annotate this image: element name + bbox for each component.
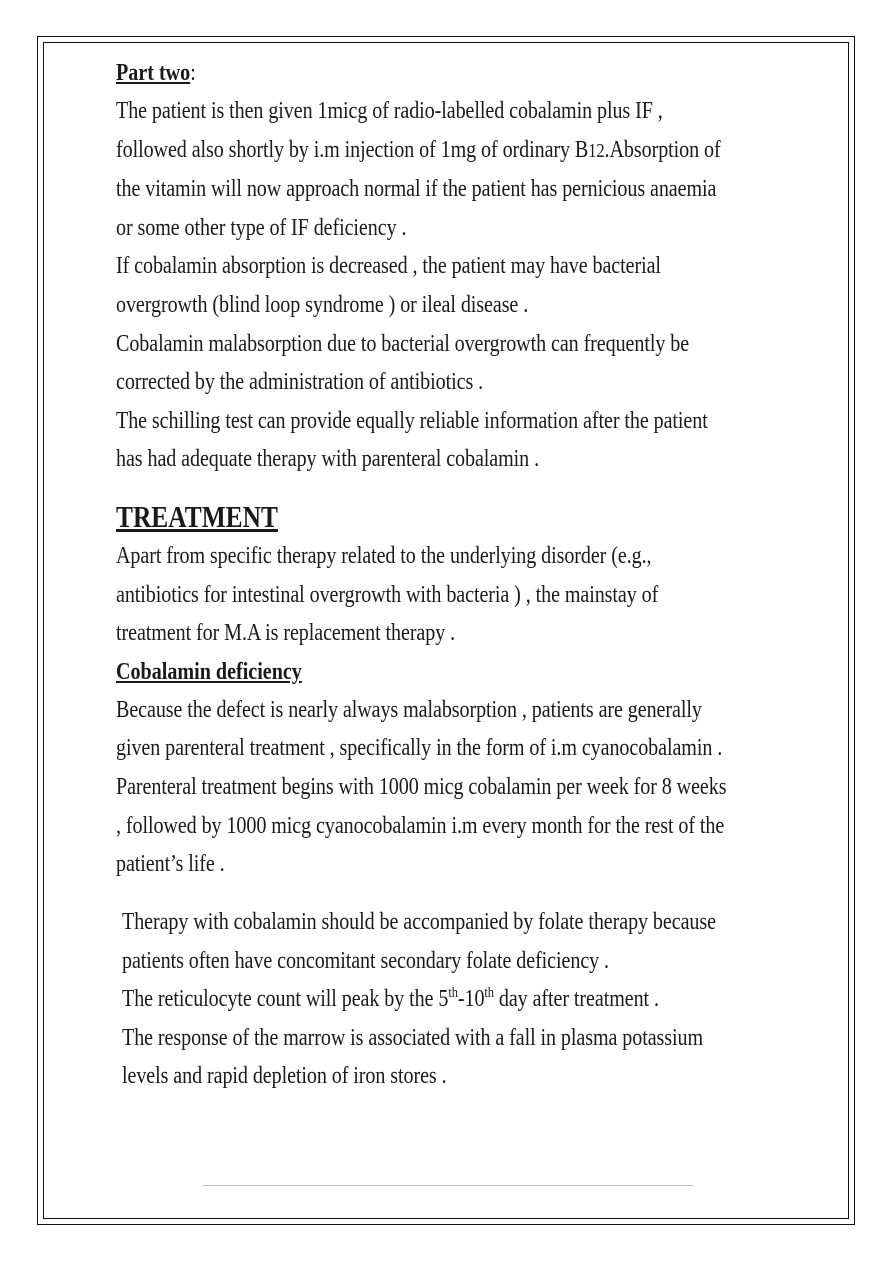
paragraph-line: corrected by the administration of antibiotics . [116, 368, 484, 396]
paragraph-line: The schilling test can provide equally reliable information after the patient [116, 406, 708, 434]
paragraph-line: followed also shortly by i.m injection of 1mg of ordinary B12.Absorption of [116, 135, 721, 163]
paragraph-line: has had adequate therapy with parenteral cobalamin . [116, 445, 540, 473]
paragraph-line: Parenteral treatment begins with 1000 micg cobalamin per week for 8 weeks [116, 772, 727, 800]
paragraph-line: the vitamin will now approach normal if the patient has pernicious anaemia [116, 175, 717, 203]
reticulocyte-line: The reticulocyte count will peak by the 5th-10th day after treatment . [122, 984, 659, 1013]
paragraph-line: Apart from specific therapy related to the underlying disorder (e.g., [116, 541, 652, 569]
paragraph-line: levels and rapid depletion of iron stores . [122, 1062, 447, 1090]
paragraph-line: The patient is then given 1micg of radio-labelled cobalamin plus IF , [116, 97, 663, 124]
cobalamin-deficiency-heading: Cobalamin deficiency [116, 657, 302, 685]
treatment-heading: TREATMENT [116, 498, 278, 534]
part-two-heading: Part two: [116, 59, 196, 86]
paragraph-line: treatment for M.A is replacement therapy . [116, 619, 456, 647]
paragraph-line: or some other type of IF deficiency . [116, 213, 407, 241]
paragraph-line: Because the defect is nearly always malabsorption , patients are generally [116, 695, 702, 723]
therapy-notes [122, 903, 802, 1096]
paragraph-line: given parenteral treatment , specifically in the form of i.m cyanocobalamin . [116, 734, 723, 762]
footer-rule [203, 1185, 693, 1186]
document-body [116, 54, 796, 884]
paragraph-line: Cobalamin malabsorption due to bacterial overgrowth can frequently be [116, 329, 690, 357]
paragraph-line: antibiotics for intestinal overgrowth with bacteria ) , the mainstay of [116, 580, 659, 608]
paragraph-line: patients often have concomitant secondary folate deficiency . [122, 946, 610, 974]
paragraph-line: Therapy with cobalamin should be accompanied by folate therapy because [122, 908, 716, 935]
paragraph-line: If cobalamin absorption is decreased , the patient may have bacterial [116, 252, 661, 280]
paragraph-line: , followed by 1000 micg cyanocobalamin i.m every month for the rest of the [116, 811, 725, 839]
paragraph-line: patient’s life . [116, 850, 225, 878]
paragraph-line: overgrowth (blind loop syndrome ) or ileal disease . [116, 290, 529, 318]
paragraph-line: The response of the marrow is associated with a fall in plasma potassium [122, 1023, 704, 1051]
